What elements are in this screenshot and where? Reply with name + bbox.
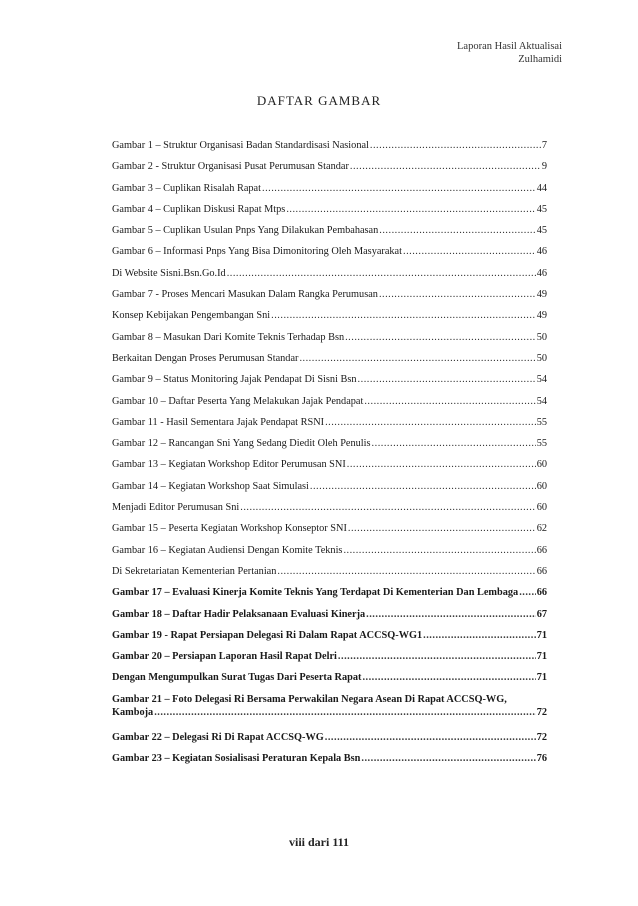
- dot-leader: [338, 650, 536, 663]
- entry-page-number: 62: [536, 523, 547, 535]
- entry-page-number: 71: [536, 672, 547, 684]
- entry-label: Dengan Mengumpulkan Surat Tugas Dari Peserta Rapat: [112, 672, 362, 684]
- list-item[interactable]: [112, 693, 547, 731]
- entry-page-number: 60: [536, 459, 547, 471]
- dot-leader: [379, 224, 535, 237]
- entry-page-number: 72: [536, 731, 547, 743]
- list-item[interactable]: [112, 629, 547, 650]
- list-item[interactable]: [112, 480, 547, 501]
- entry-label: Gambar 4 – Cuplikan Diskusi Rapat Mtps: [112, 203, 286, 215]
- entry-label: Gambar 23 – Kegiatan Sosialisasi Peraturan Kepala Bsn: [112, 753, 361, 765]
- dot-leader: [347, 458, 536, 471]
- list-item[interactable]: [112, 731, 547, 752]
- dot-leader: [343, 544, 535, 557]
- list-item[interactable]: [112, 544, 547, 565]
- dot-leader: [364, 395, 535, 408]
- entry-page-number: 60: [536, 502, 547, 514]
- dot-leader: [370, 139, 541, 152]
- entry-label: Gambar 20 – Persiapan Laporan Hasil Rapat Delri: [112, 651, 337, 663]
- entry-page-number: 45: [536, 225, 547, 237]
- entry-page-number: 72: [536, 706, 547, 718]
- entry-label: Berkaitan Dengan Proses Perumusan Standar: [112, 352, 299, 364]
- entry-label: Gambar 14 – Kegiatan Workshop Saat Simulasi: [112, 480, 309, 492]
- entry-label: Gambar 9 – Status Monitoring Jajak Pendapat Di Sisni Bsn: [112, 374, 357, 386]
- entry-page-number: 60: [536, 480, 547, 492]
- dot-leader: [379, 288, 536, 301]
- list-item[interactable]: [112, 182, 547, 203]
- entry-label: Gambar 10 – Daftar Peserta Yang Melakukan Jajak Pendapat: [112, 395, 364, 407]
- dot-leader: [362, 671, 535, 684]
- entry-label-continued: Kamboja: [112, 706, 154, 718]
- entry-page-number: 50: [536, 331, 547, 343]
- entry-label: Di Website Sisni.Bsn.Go.Id: [112, 267, 226, 279]
- dot-leader: [154, 706, 536, 719]
- entry-label: Gambar 7 - Proses Mencari Masukan Dalam Rangka Perumusan: [112, 289, 378, 301]
- entry-label: Gambar 19 - Rapat Persiapan Delegasi Ri Dalam Rapat ACCSQ-WG1: [112, 629, 423, 641]
- dot-leader: [358, 373, 536, 386]
- entry-page-number: 44: [536, 182, 547, 194]
- list-item[interactable]: [112, 352, 547, 373]
- list-item[interactable]: [112, 586, 547, 607]
- page-number-footer: viii dari 111: [288, 835, 349, 849]
- dot-leader: [345, 331, 536, 344]
- running-header: [457, 40, 562, 66]
- entry-page-number: 55: [536, 438, 547, 450]
- list-item[interactable]: [112, 331, 547, 352]
- entry-page-number: 66: [536, 565, 547, 577]
- dot-leader: [361, 752, 535, 765]
- entry-page-number: 67: [536, 608, 547, 620]
- entry-label: Gambar 6 – Informasi Pnps Yang Bisa Dimonitoring Oleh Masyarakat: [112, 246, 402, 258]
- entry-page-number: 76: [536, 753, 547, 765]
- list-item[interactable]: [112, 458, 547, 479]
- figure-list: [112, 139, 547, 773]
- dot-leader: [277, 565, 535, 578]
- list-item[interactable]: [112, 650, 547, 671]
- entry-label: Gambar 18 – Daftar Hadir Pelaksanaan Evaluasi Kinerja: [112, 608, 366, 620]
- dot-leader: [286, 203, 535, 216]
- entry-label: Gambar 3 – Cuplikan Risalah Rapat: [112, 182, 261, 194]
- entry-label: Gambar 16 – Kegiatan Audiensi Dengan Komite Teknis: [112, 544, 343, 556]
- list-item[interactable]: [112, 671, 547, 692]
- dot-leader: [227, 267, 536, 280]
- dot-leader: [403, 245, 536, 258]
- list-item[interactable]: [112, 224, 547, 245]
- entry-label: Gambar 2 - Struktur Organisasi Pusat Perumusan Standar: [112, 161, 349, 173]
- list-item[interactable]: [112, 267, 547, 288]
- entry-page-number: 45: [536, 203, 547, 215]
- entry-label: Gambar 15 – Peserta Kegiatan Workshop Konseptor SNI: [112, 523, 347, 535]
- dot-leader: [348, 522, 536, 535]
- list-item[interactable]: [112, 203, 547, 224]
- dot-leader: [310, 480, 536, 493]
- dot-leader: [423, 629, 536, 642]
- dot-leader: [366, 608, 536, 621]
- entry-label: Gambar 21 – Foto Delegasi Ri Bersama Perwakilan Negara Asean Di Rapat ACCSQ-WG,: [112, 693, 507, 705]
- entry-label: Gambar 22 – Delegasi Ri Di Rapat ACCSQ-WG: [112, 731, 324, 743]
- entry-label: Gambar 13 – Kegiatan Workshop Editor Perumusan SNI: [112, 459, 346, 471]
- entry-page-number: 66: [536, 544, 547, 556]
- list-item[interactable]: [112, 309, 547, 330]
- list-item[interactable]: [112, 608, 547, 629]
- entry-page-number: 49: [536, 310, 547, 322]
- dot-leader: [350, 160, 541, 173]
- entry-label: Gambar 5 – Cuplikan Usulan Pnps Yang Dilakukan Pembahasan: [112, 225, 379, 237]
- list-item[interactable]: [112, 565, 547, 586]
- dot-leader: [519, 586, 536, 599]
- entry-page-number: 54: [536, 395, 547, 407]
- entry-label: Gambar 8 – Masukan Dari Komite Teknis Terhadap Bsn: [112, 331, 345, 343]
- entry-label: Konsep Kebijakan Pengembangan Sni: [112, 310, 271, 322]
- list-item[interactable]: [112, 522, 547, 543]
- page-title: DAFTAR GAMBAR: [256, 93, 382, 108]
- dot-leader: [372, 437, 536, 450]
- list-item[interactable]: [112, 437, 547, 458]
- entry-label: Gambar 1 – Struktur Organisasi Badan Standardisasi Nasional: [112, 140, 369, 151]
- dot-leader: [325, 731, 536, 744]
- list-item[interactable]: [112, 245, 547, 266]
- list-item[interactable]: [112, 373, 547, 394]
- entry-page-number: 50: [536, 352, 547, 364]
- dot-leader: [262, 182, 536, 195]
- list-item[interactable]: [112, 288, 547, 309]
- dot-leader: [271, 309, 536, 322]
- dot-leader: [325, 416, 536, 429]
- entry-label: Gambar 17 – Evaluasi Kinerja Komite Teknis Yang Terdapat Di Kementerian Dan Lembaga: [112, 587, 519, 599]
- list-item[interactable]: [112, 416, 547, 437]
- entry-page-number: 71: [536, 629, 547, 641]
- header-author: Zulhamidi: [518, 54, 562, 65]
- header-report-title: Laporan Hasil Aktualisai: [457, 41, 562, 52]
- entry-page-number: 49: [536, 289, 547, 301]
- list-item[interactable]: [112, 501, 547, 522]
- dot-leader: [299, 352, 535, 365]
- entry-page-number: 54: [536, 374, 547, 386]
- entry-page-number: 55: [536, 416, 547, 428]
- list-item[interactable]: [112, 139, 547, 160]
- entry-label: Gambar 12 – Rancangan Sni Yang Sedang Diedit Oleh Penulis: [112, 438, 371, 450]
- list-item[interactable]: [112, 752, 547, 773]
- entry-page-number: 66: [536, 587, 547, 599]
- entry-page-number: 9: [541, 161, 547, 173]
- list-item[interactable]: [112, 160, 547, 181]
- entry-page-number: 46: [536, 267, 547, 279]
- list-item[interactable]: [112, 395, 547, 416]
- entry-label: Gambar 11 - Hasil Sementara Jajak Pendapat RSNI: [112, 416, 325, 428]
- entry-page-number: 71: [536, 651, 547, 663]
- entry-label: Di Sekretariatan Kementerian Pertanian: [112, 565, 277, 577]
- entry-label: Menjadi Editor Perumusan Sni: [112, 502, 240, 514]
- entry-page-number: 46: [536, 246, 547, 258]
- entry-page-number: 7: [541, 140, 547, 151]
- dot-leader: [240, 501, 535, 514]
